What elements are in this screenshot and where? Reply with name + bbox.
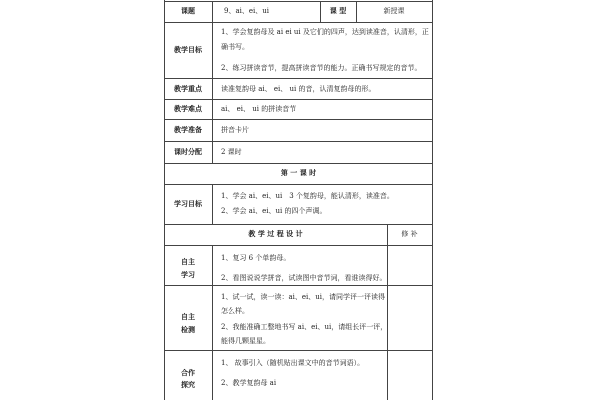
objectives-label: 教学目标 bbox=[174, 46, 202, 54]
self-study-line-1: 1、复习 6 个单韵母。 bbox=[221, 254, 291, 262]
self-study-label-b: 学习 bbox=[181, 271, 195, 279]
study-goal-2: 2、学会 ai、ei、ui 的四个声调。 bbox=[221, 207, 327, 215]
key-points-label: 教学重点 bbox=[174, 85, 202, 93]
cooperation-label-b: 探究 bbox=[181, 381, 195, 389]
preparation-label: 教学准备 bbox=[174, 126, 202, 134]
time-text: 2 课时 bbox=[221, 148, 242, 156]
self-check-line-2-cont: 能得几颗星星。 bbox=[221, 337, 270, 345]
row-line bbox=[164, 224, 433, 225]
self-check-line-2: 2、我能准确工整地书写 ai、ei、ui，请组长评一评， bbox=[221, 323, 388, 331]
process-title: 教 学 过 程 设 计 bbox=[248, 230, 303, 238]
study-goal-1: 1、学会 ai、ei、ui 3 个复韵母，能认清形，读准音。 bbox=[221, 192, 394, 200]
row-line bbox=[164, 22, 433, 23]
lesson-section-title: 第 一 课 时 bbox=[280, 169, 317, 177]
label-column-line bbox=[212, 245, 213, 400]
cooperation-label-a: 合作 bbox=[181, 369, 195, 377]
row-line bbox=[164, 245, 433, 246]
label-column-line bbox=[212, 1, 213, 163]
preparation-text: 拼音卡片 bbox=[221, 126, 249, 134]
key-points-text: 读准复韵母 ai、 ei、 ui 的音，认清复韵母的形。 bbox=[221, 85, 376, 93]
header-label: 课题 bbox=[181, 7, 195, 15]
row-line bbox=[164, 99, 433, 100]
objective-line-1-cont: 确书写。 bbox=[221, 43, 249, 51]
difficulties-label: 教学难点 bbox=[174, 105, 202, 113]
self-study-label-a: 自主 bbox=[181, 258, 195, 266]
supplement-col-line bbox=[387, 224, 388, 400]
row-line bbox=[164, 119, 433, 120]
difficulties-text: ai、 ei、 ui 的拼读音节 bbox=[221, 105, 297, 113]
row-line bbox=[164, 141, 433, 142]
supplement-label: 修 补 bbox=[401, 230, 418, 238]
self-check-label-b: 检测 bbox=[181, 326, 195, 334]
self-check-label-a: 自主 bbox=[181, 313, 195, 321]
row-line bbox=[164, 184, 433, 185]
row-line bbox=[164, 163, 433, 164]
cooperation-line-2: 2、教学复韵母 ai bbox=[221, 379, 277, 387]
row-line bbox=[164, 285, 433, 286]
objective-line-1: 1、学会复韵母及 ai ei ui 及它们的四声，达到读准音，认清形，正 bbox=[221, 28, 429, 36]
row-line bbox=[164, 350, 433, 351]
lesson-type-label: 课 型 bbox=[329, 7, 347, 15]
lesson-type-value: 新授课 bbox=[383, 7, 405, 15]
study-goals-label: 学习目标 bbox=[174, 200, 202, 208]
self-check-line-1-cont: 怎么样。 bbox=[221, 307, 249, 315]
objective-line-2: 2、练习拼读音节，提高拼读音节的能力。正确书写规定的音节。 bbox=[221, 64, 422, 72]
lesson-title: 9、ai、ei、ui bbox=[224, 7, 269, 15]
table-border-right bbox=[432, 0, 433, 400]
row-line bbox=[164, 1, 433, 2]
label-column-line bbox=[212, 184, 213, 224]
self-check-line-1: 1、试一试，读一读：ai、ei、ui，请同学评一评读得 bbox=[221, 293, 385, 301]
lesson-plan-table bbox=[164, 0, 433, 400]
time-label: 课时分配 bbox=[174, 148, 202, 156]
row-line bbox=[164, 78, 433, 79]
self-study-line-2: 2、看图说说学拼音，试读图中音节词，看谁读得好。 bbox=[221, 274, 387, 282]
cooperation-line-1: 1、 故事引入（随机贴出课文中的音节词语）。 bbox=[221, 359, 365, 367]
